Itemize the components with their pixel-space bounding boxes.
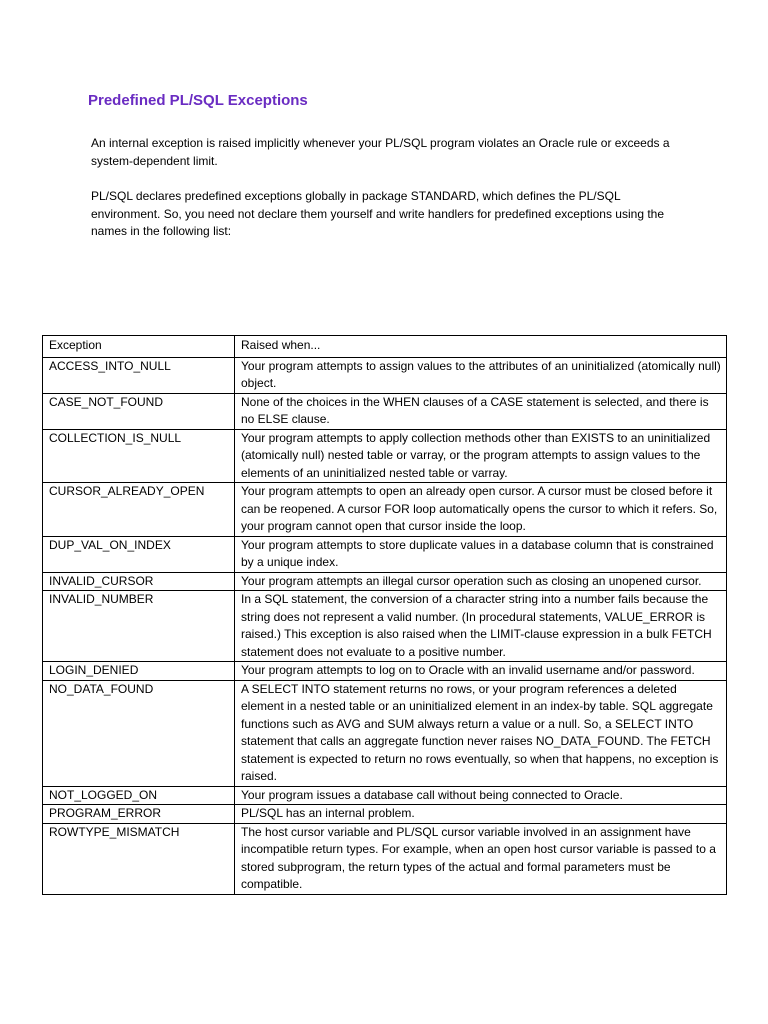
- exception-name-cell: LOGIN_DENIED: [43, 662, 235, 681]
- table-row: [43, 680, 727, 786]
- exception-name-cell: NO_DATA_FOUND: [43, 680, 235, 786]
- table-row: [43, 483, 727, 537]
- table-row: [43, 823, 727, 894]
- exception-name-cell: CASE_NOT_FOUND: [43, 393, 235, 429]
- exception-name-cell: ROWTYPE_MISMATCH: [43, 823, 235, 894]
- exception-description-cell: None of the choices in the WHEN clauses of a CASE statement is selected, and there is no ELSE clause.: [235, 393, 727, 429]
- exception-description-cell: Your program attempts to apply collection methods other than EXISTS to an uninitialized (atomically null) nested table or varray, or the program attempts to assign values to the elements of an uninitialized nested table or varray.: [235, 429, 727, 483]
- table-row: [43, 662, 727, 681]
- exception-name-cell: DUP_VAL_ON_INDEX: [43, 536, 235, 572]
- intro-paragraph: An internal exception is raised implicitly whenever your PL/SQL program violates an Oracle rule or exceeds a system-dependent limit.: [91, 136, 670, 168]
- exception-description-cell: Your program attempts to assign values to the attributes of an uninitialized (atomically null) object.: [235, 357, 727, 393]
- exception-name-cell: CURSOR_ALREADY_OPEN: [43, 483, 235, 537]
- exception-description-cell: PL/SQL has an internal problem.: [235, 805, 727, 824]
- exception-description-cell: In a SQL statement, the conversion of a character string into a number fails because the string does not represent a valid number. (In procedural statements, VALUE_ERROR is raised.) This exception is also raised when the LIMIT-clause expression in a bulk FETCH statement does not evaluate to a positive number.: [235, 591, 727, 662]
- exception-name-cell: COLLECTION_IS_NULL: [43, 429, 235, 483]
- table-row: [43, 357, 727, 393]
- exception-description-cell: Your program attempts to log on to Oracle with an invalid username and/or password.: [235, 662, 727, 681]
- table-row: [43, 393, 727, 429]
- table-header-row: [43, 336, 727, 358]
- exception-name-cell: ACCESS_INTO_NULL: [43, 357, 235, 393]
- exception-name-cell: INVALID_NUMBER: [43, 591, 235, 662]
- table-row: [43, 536, 727, 572]
- exception-description-cell: Your program issues a database call without being connected to Oracle.: [235, 786, 727, 805]
- standard-package-paragraph: PL/SQL declares predefined exceptions globally in package STANDARD, which defines the PL/SQL environment. So, you need not declare them yourself and write handlers for predefined exceptions using the names in the following list:: [91, 189, 665, 238]
- column-header-exception: Exception: [43, 336, 235, 358]
- exception-description-cell: Your program attempts to open an already open cursor. A cursor must be closed before it can be reopened. A cursor FOR loop automatically opens the cursor to which it refers. So, your program cannot open that cursor inside the loop.: [235, 483, 727, 537]
- exception-description-cell: A SELECT INTO statement returns no rows, or your program references a deleted element in a nested table or an uninitialized element in an index-by table. SQL aggregate functions such as AVG and SUM always return a value or a null. So, a SELECT INTO statement that calls an aggregate function never raises NO_DATA_FOUND. The FETCH statement is expected to return no rows eventually, so when that happens, no exception is raised.: [235, 680, 727, 786]
- table-row: [43, 805, 727, 824]
- column-header-raised-when: Raised when...: [235, 336, 727, 358]
- table-row: [43, 786, 727, 805]
- exception-description-cell: The host cursor variable and PL/SQL cursor variable involved in an assignment have incompatible return types. For example, when an open host cursor variable is passed to a stored subprogram, the return types of the actual and formal parameters must be compatible.: [235, 823, 727, 894]
- table-row: [43, 429, 727, 483]
- table-row: [43, 591, 727, 662]
- exception-description-cell: Your program attempts an illegal cursor operation such as closing an unopened cursor.: [235, 572, 727, 591]
- exception-name-cell: INVALID_CURSOR: [43, 572, 235, 591]
- exception-name-cell: NOT_LOGGED_ON: [43, 786, 235, 805]
- exception-name-cell: PROGRAM_ERROR: [43, 805, 235, 824]
- exception-description-cell: Your program attempts to store duplicate values in a database column that is constrained by a unique index.: [235, 536, 727, 572]
- table-row: [43, 572, 727, 591]
- exceptions-table: [42, 335, 727, 895]
- page-title: Predefined PL/SQL Exceptions: [88, 92, 308, 109]
